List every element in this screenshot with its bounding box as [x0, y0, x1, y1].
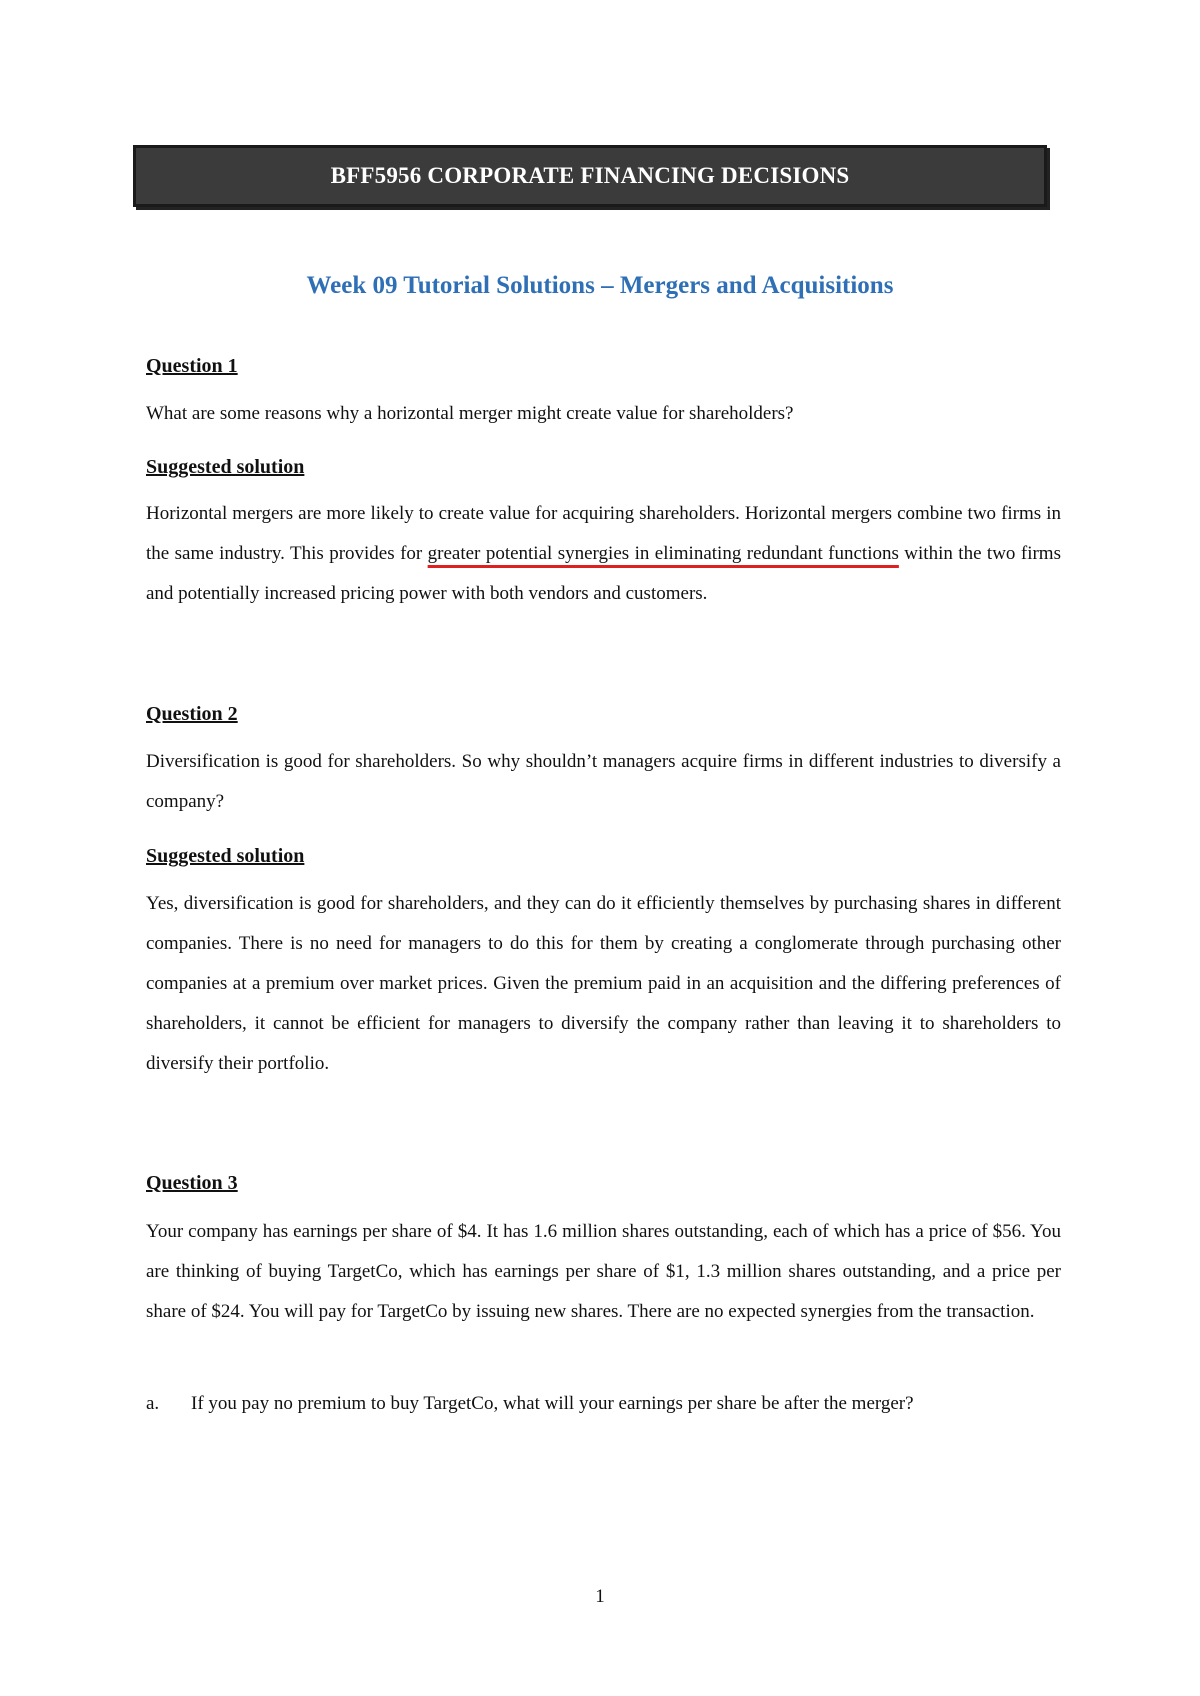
- question-1-solution: [146, 494, 1061, 614]
- page-number: 1: [595, 1586, 605, 1607]
- course-title-banner: [133, 145, 1047, 207]
- question-1-solution-heading: Suggested solution: [146, 456, 305, 478]
- question-2-solution: Yes, diversification is good for shareholders, and they can do it efficiently themselves by purchasing shares in different companies. There is no need for managers to do this for them by creating a conglomerate through purchasing other companies at a premium over market prices. Given the premium paid in an acquisition and the differing preferences of shareholders, it cannot be efficient for managers to diversify the company rather than leaving it to shareholders to diversify their portfolio.: [146, 893, 1061, 1074]
- question-1-text: What are some reasons why a horizontal merger might create value for shareholders?: [146, 403, 794, 424]
- highlighted-phrase: greater potential synergies in eliminating redundant functions: [427, 543, 899, 564]
- question-2-heading: Question 2: [146, 703, 238, 725]
- week-title: Week 09 Tutorial Solutions – Mergers and Acquisitions: [306, 272, 894, 299]
- question-2-text: Diversification is good for shareholders. So why shouldn’t managers acquire firms in different industries to diversify a company?: [146, 751, 1061, 812]
- course-title: BFF5956 CORPORATE FINANCING DECISIONS: [330, 163, 850, 188]
- question-3-heading: Question 3: [146, 1172, 238, 1194]
- question-3-text: Your company has earnings per share of $4. It has 1.6 million shares outstanding, each of which has a price of $56. You are thinking of buying TargetCo, which has earnings per share of $1, 1.3 million shares outstanding, and a price per share of $24. You will pay for TargetCo by issuing new shares. There are no expected synergies from the transaction.: [146, 1221, 1061, 1322]
- question-3-part-a: [146, 1384, 1061, 1424]
- solution-text-after: within the two firms and potentially increased pricing power with both vendors and customers.: [146, 543, 1061, 604]
- list-marker: a.: [146, 1393, 160, 1414]
- question-2-solution-heading: Suggested solution: [146, 845, 305, 867]
- solution-text-before: Horizontal mergers are more likely to create value for acquiring shareholders. Horizontal mergers combine two firms in the same industry. This provides for: [146, 503, 1061, 564]
- list-item-text: If you pay no premium to buy TargetCo, what will your earnings per share be after the merger?: [191, 1393, 914, 1414]
- question-1-heading: Question 1: [146, 355, 238, 377]
